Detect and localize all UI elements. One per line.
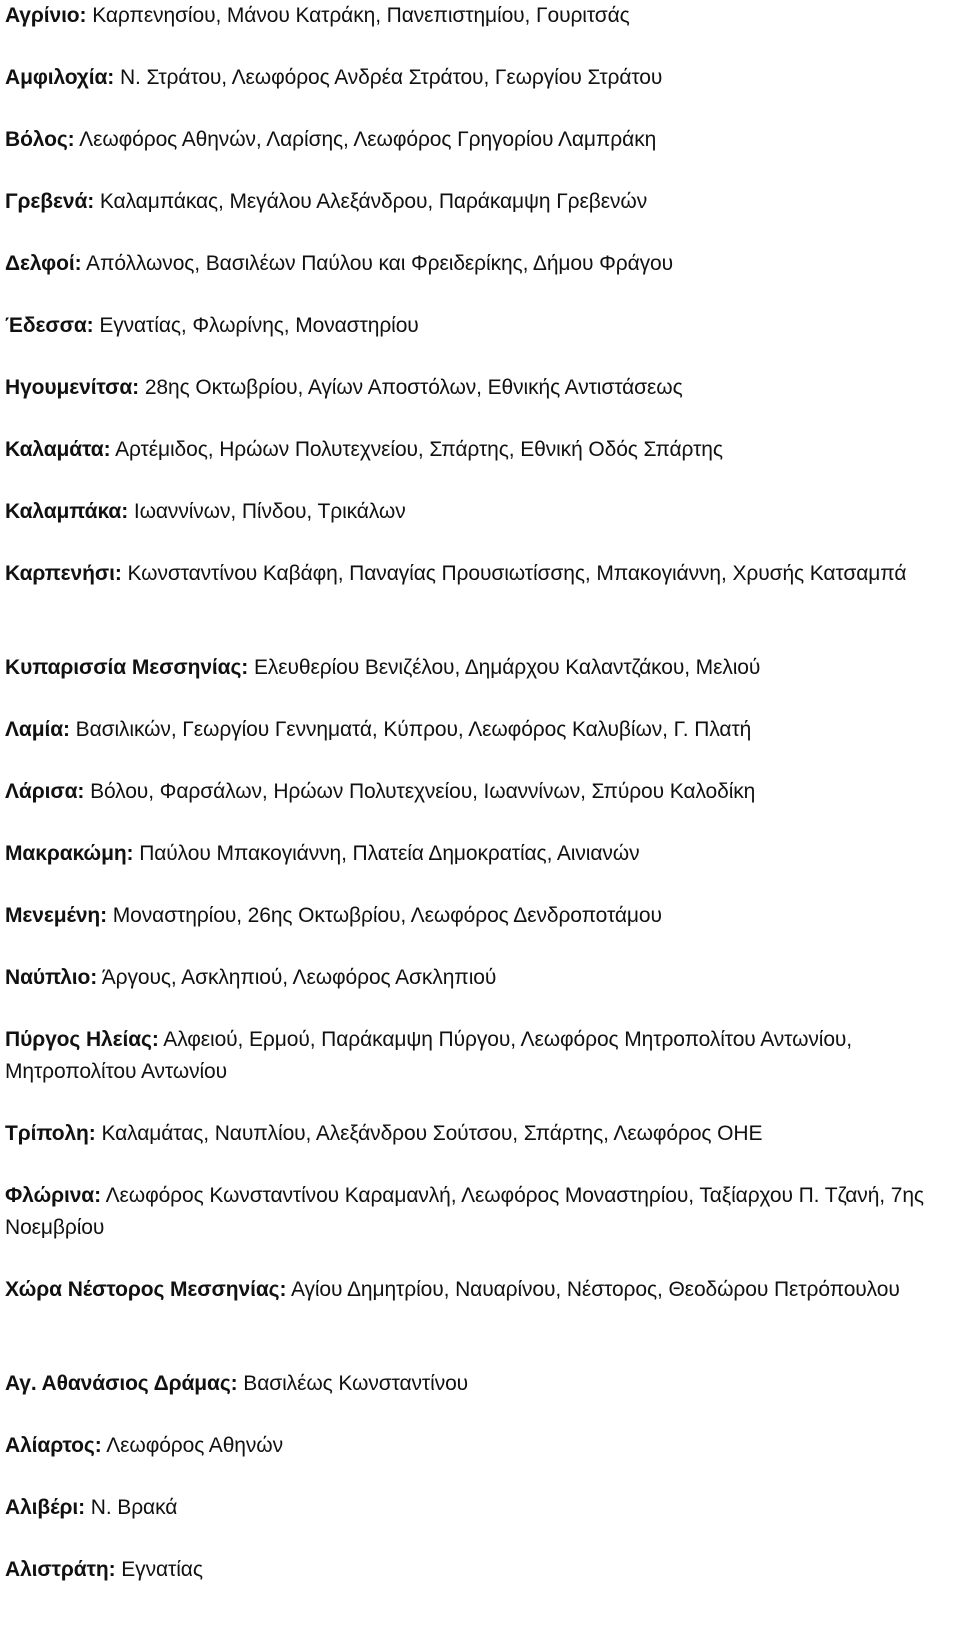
city-name: Κυπαρισσία Μεσσηνίας: xyxy=(5,656,249,679)
city-name: Χώρα Νέστορος Μεσσηνίας: xyxy=(5,1278,287,1301)
entry-grevena xyxy=(5,186,647,218)
city-name: Βόλος: xyxy=(5,128,75,151)
entry-pyrgos xyxy=(5,1024,953,1088)
entry-kyparissia xyxy=(5,652,760,684)
entry-alistrati xyxy=(5,1554,203,1586)
street-list: Ελευθερίου Βενιζέλου, Δημάρχου Καλαντζάκου, Μελιού xyxy=(253,656,761,679)
street-list: Αλφειού, Ερμού, Παράκαμψη Πύργου, Λεωφόρος Μητροπολίτου Αντωνίου, Μητροπολίτου Αντωνίου xyxy=(5,1028,853,1083)
street-list: Βόλου, Φαρσάλων, Ηρώων Πολυτεχνείου, Ιωαννίνων, Σπύρου Καλοδίκη xyxy=(90,780,756,803)
entry-delfoi xyxy=(5,248,673,280)
city-name: Γρεβενά: xyxy=(5,190,95,213)
entry-kalampaka xyxy=(5,496,406,528)
entry-ag-athanasios xyxy=(5,1368,468,1400)
entry-amfilochia xyxy=(5,62,662,94)
street-list: Αγίου Δημητρίου, Ναυαρίνου, Νέστορος, Θεοδώρου Πετρόπουλου xyxy=(290,1278,900,1301)
street-list: Καλαμάτας, Ναυπλίου, Αλεξάνδρου Σούτσου, Σπάρτης, Λεωφόρος ΟΗΕ xyxy=(101,1122,763,1145)
entry-larisa xyxy=(5,776,755,808)
street-list: Παύλου Μπακογιάννη, Πλατεία Δημοκρατίας, Αινιανών xyxy=(139,842,640,865)
street-list: Λεωφόρος Κωνσταντίνου Καραμανλή, Λεωφόρος Μοναστηρίου, Ταξίαρχου Π. Τζανή, 7ης Νοεμβρίου xyxy=(5,1184,924,1239)
street-list: Ιωαννίνων, Πίνδου, Τρικάλων xyxy=(133,500,406,523)
street-list: Λεωφόρος Αθηνών xyxy=(106,1434,283,1457)
entry-chora-nestoros xyxy=(5,1274,900,1306)
city-name: Πύργος Ηλείας: xyxy=(5,1028,159,1051)
city-name: Φλώρινα: xyxy=(5,1184,102,1207)
entry-karpenisi xyxy=(5,558,906,590)
city-name: Αμφιλοχία: xyxy=(5,66,115,89)
entry-volos xyxy=(5,124,656,156)
street-list: Βασιλικών, Γεωργίου Γεννηματά, Κύπρου, Λεωφόρος Καλυβίων, Γ. Πλατή xyxy=(75,718,752,741)
street-list: Άργους, Ασκληπιού, Λεωφόρος Ασκληπιού xyxy=(101,966,497,989)
entry-kalamata xyxy=(5,434,723,466)
city-name: Μακρακώμη: xyxy=(5,842,134,865)
street-list: Μοναστηρίου, 26ης Οκτωβρίου, Λεωφόρος Δενδροποτάμου xyxy=(112,904,662,927)
entry-lamia xyxy=(5,714,751,746)
city-name: Λάρισα: xyxy=(5,780,85,803)
street-list: Καρπενησίου, Μάνου Κατράκη, Πανεπιστημίου, Γουριτσάς xyxy=(92,4,630,27)
street-list: Εγνατίας xyxy=(121,1558,203,1581)
city-name: Αγ. Αθανάσιος Δράμας: xyxy=(5,1372,238,1395)
entry-tripoli xyxy=(5,1118,762,1150)
street-list: Απόλλωνος, Βασιλέων Παύλου και Φρειδερίκης, Δήμου Φράγου xyxy=(86,252,674,275)
entry-nafplio xyxy=(5,962,496,994)
street-list: Ν. Βρακά xyxy=(90,1496,178,1519)
city-name: Αγρίνιο: xyxy=(5,4,87,27)
street-list: Βασιλέως Κωνσταντίνου xyxy=(243,1372,469,1395)
city-name: Ναύπλιο: xyxy=(5,966,98,989)
street-list: Κωνσταντίνου Καβάφη, Παναγίας Προυσιωτίσσης, Μπακογιάννη, Χρυσής Κατσαμπά xyxy=(127,562,907,585)
city-name: Καλαμάτα: xyxy=(5,438,111,461)
entry-aliartos xyxy=(5,1430,283,1462)
entry-edessa xyxy=(5,310,419,342)
city-name: Τρίπολη: xyxy=(5,1122,96,1145)
street-list: Αρτέμιδος, Ηρώων Πολυτεχνείου, Σπάρτης, Εθνική Οδός Σπάρτης xyxy=(115,438,723,461)
street-list: Εγνατίας, Φλωρίνης, Μοναστηρίου xyxy=(99,314,419,337)
city-name: Έδεσσα: xyxy=(5,314,94,337)
entry-menemeni xyxy=(5,900,662,932)
city-name: Αλιβέρι: xyxy=(5,1496,85,1519)
street-list: 28ης Οκτωβρίου, Αγίων Αποστόλων, Εθνικής Αντιστάσεως xyxy=(144,376,683,399)
city-name: Λαμία: xyxy=(5,718,70,741)
entry-florina xyxy=(5,1180,953,1244)
city-name: Καλαμπάκα: xyxy=(5,500,129,523)
city-name: Αλιστράτη: xyxy=(5,1558,116,1581)
city-name: Μενεμένη: xyxy=(5,904,108,927)
street-list: Ν. Στράτου, Λεωφόρος Ανδρέα Στράτου, Γεωργίου Στράτου xyxy=(119,66,663,89)
street-list: Καλαμπάκας, Μεγάλου Αλεξάνδρου, Παράκαμψη Γρεβενών xyxy=(99,190,648,213)
city-name: Καρπενήσι: xyxy=(5,562,122,585)
city-name: Δελφοί: xyxy=(5,252,82,275)
entry-makrakomi xyxy=(5,838,639,870)
entry-agrinio xyxy=(5,0,630,32)
city-name: Ηγουμενίτσα: xyxy=(5,376,140,399)
entry-igoumenitsa xyxy=(5,372,683,404)
entry-aliveri xyxy=(5,1492,177,1524)
city-name: Αλίαρτος: xyxy=(5,1434,102,1457)
street-list: Λεωφόρος Αθηνών, Λαρίσης, Λεωφόρος Γρηγορίου Λαμπράκη xyxy=(79,128,657,151)
